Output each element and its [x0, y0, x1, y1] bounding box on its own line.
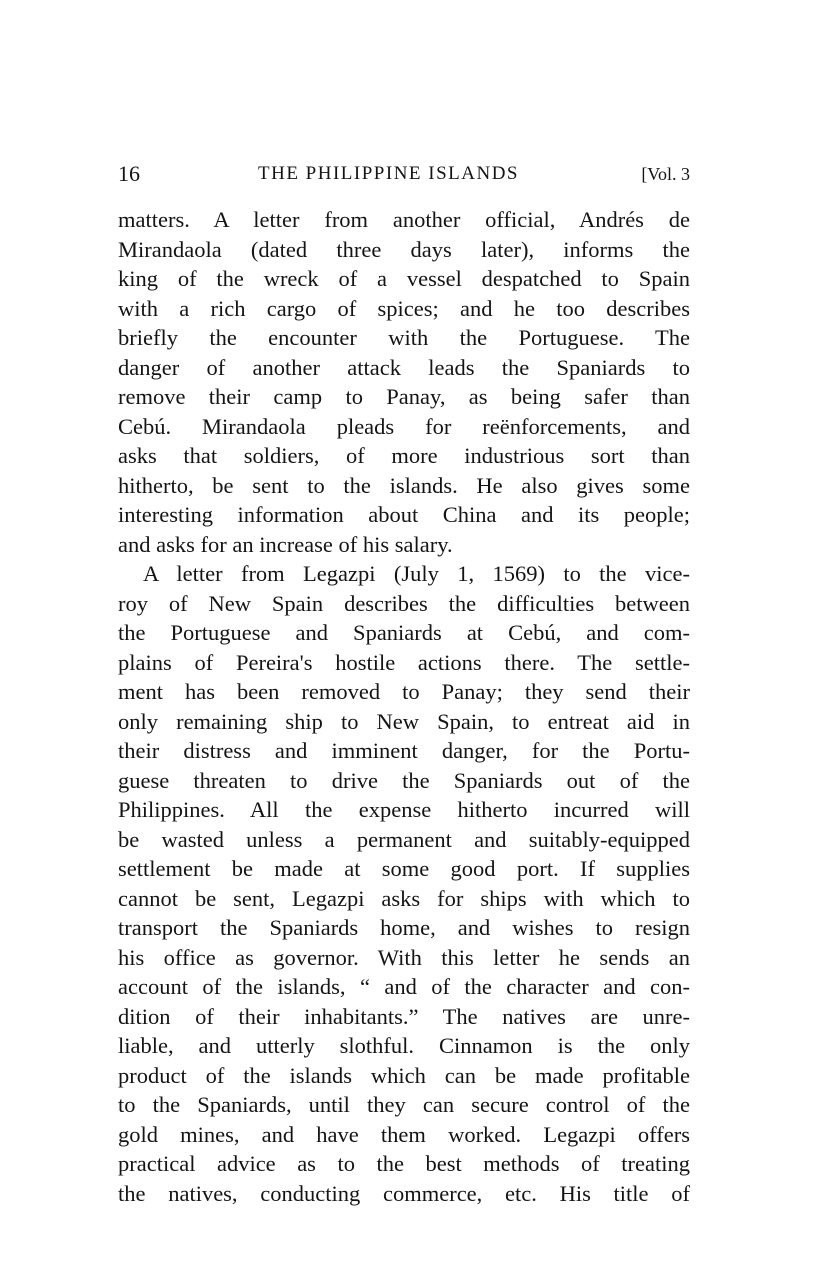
- running-head: [118, 160, 690, 188]
- text-line: king of the wreck of a vessel despatched to Spain: [118, 266, 690, 291]
- text-line: A letter from Legazpi (July 1, 1569) to the vice-: [143, 561, 690, 586]
- text-line: ment has been removed to Panay; they send their: [118, 679, 690, 704]
- text-line: plains of Pereira's hostile actions there. The settle-: [118, 649, 690, 675]
- text-line: to the Spaniards, until they can secure control of the: [118, 1092, 690, 1117]
- text-line: roy of New Spain describes the difficulties between: [118, 590, 690, 616]
- text-line: cannot be sent, Legazpi asks for ships with which to: [118, 885, 690, 911]
- text-line: and asks for an increase of his salary.: [118, 531, 453, 557]
- text-line: only remaining ship to New Spain, to entreat aid in: [118, 708, 690, 734]
- paragraph-1: [118, 205, 690, 559]
- text-line: gold mines, and have them worked. Legazpi offers: [118, 1121, 690, 1147]
- text-line: asks that soldiers, of more industrious sort than: [118, 443, 690, 468]
- text-line: be wasted unless a permanent and suitably-equipped: [118, 826, 690, 852]
- text-line: guese threaten to drive the Spaniards out of the: [118, 767, 690, 793]
- volume-label: [Vol. 3: [641, 164, 690, 184]
- text-line: Cebú. Mirandaola pleads for reënforcements, and: [118, 413, 690, 439]
- text-line: interesting information about China and its people;: [118, 502, 690, 527]
- text-line: briefly the encounter with the Portuguese. The: [118, 325, 690, 350]
- text-line: hitherto, be sent to the islands. He also gives some: [118, 472, 690, 498]
- text-line: Philippines. All the expense hitherto incurred will: [118, 797, 690, 822]
- text-line: the natives, conducting commerce, etc. His title of: [118, 1180, 690, 1206]
- body-text: [118, 205, 690, 1208]
- text-line: their distress and imminent danger, for the Portu-: [118, 738, 690, 763]
- text-line: his office as governor. With this letter he sends an: [118, 944, 690, 970]
- text-line: practical advice as to the best methods of treating: [118, 1151, 690, 1176]
- text-line: liable, and utterly slothful. Cinnamon is the only: [118, 1033, 690, 1058]
- text-line: dition of their inhabitants.” The natives are unre-: [118, 1003, 690, 1029]
- text-line: matters. A letter from another official, Andrés de: [118, 207, 690, 232]
- text-line: Mirandaola (dated three days later), informs the: [118, 236, 690, 262]
- text-line: transport the Spaniards home, and wishes to resign: [118, 915, 690, 940]
- text-line: with a rich cargo of spices; and he too describes: [118, 295, 690, 321]
- text-line: settlement be made at some good port. If supplies: [118, 856, 690, 881]
- text-line: danger of another attack leads the Spaniards to: [118, 354, 690, 380]
- page-number: 16: [118, 161, 140, 186]
- text-line: remove their camp to Panay, as being safer than: [118, 384, 690, 409]
- text-line: account of the islands, “ and of the character and con-: [118, 974, 690, 999]
- running-title: THE PHILIPPINE ISLANDS: [258, 163, 519, 184]
- text-line: product of the islands which can be made profitable: [118, 1062, 690, 1088]
- paragraph-2: [118, 559, 690, 1208]
- text-line: the Portuguese and Spaniards at Cebú, and com-: [118, 620, 690, 645]
